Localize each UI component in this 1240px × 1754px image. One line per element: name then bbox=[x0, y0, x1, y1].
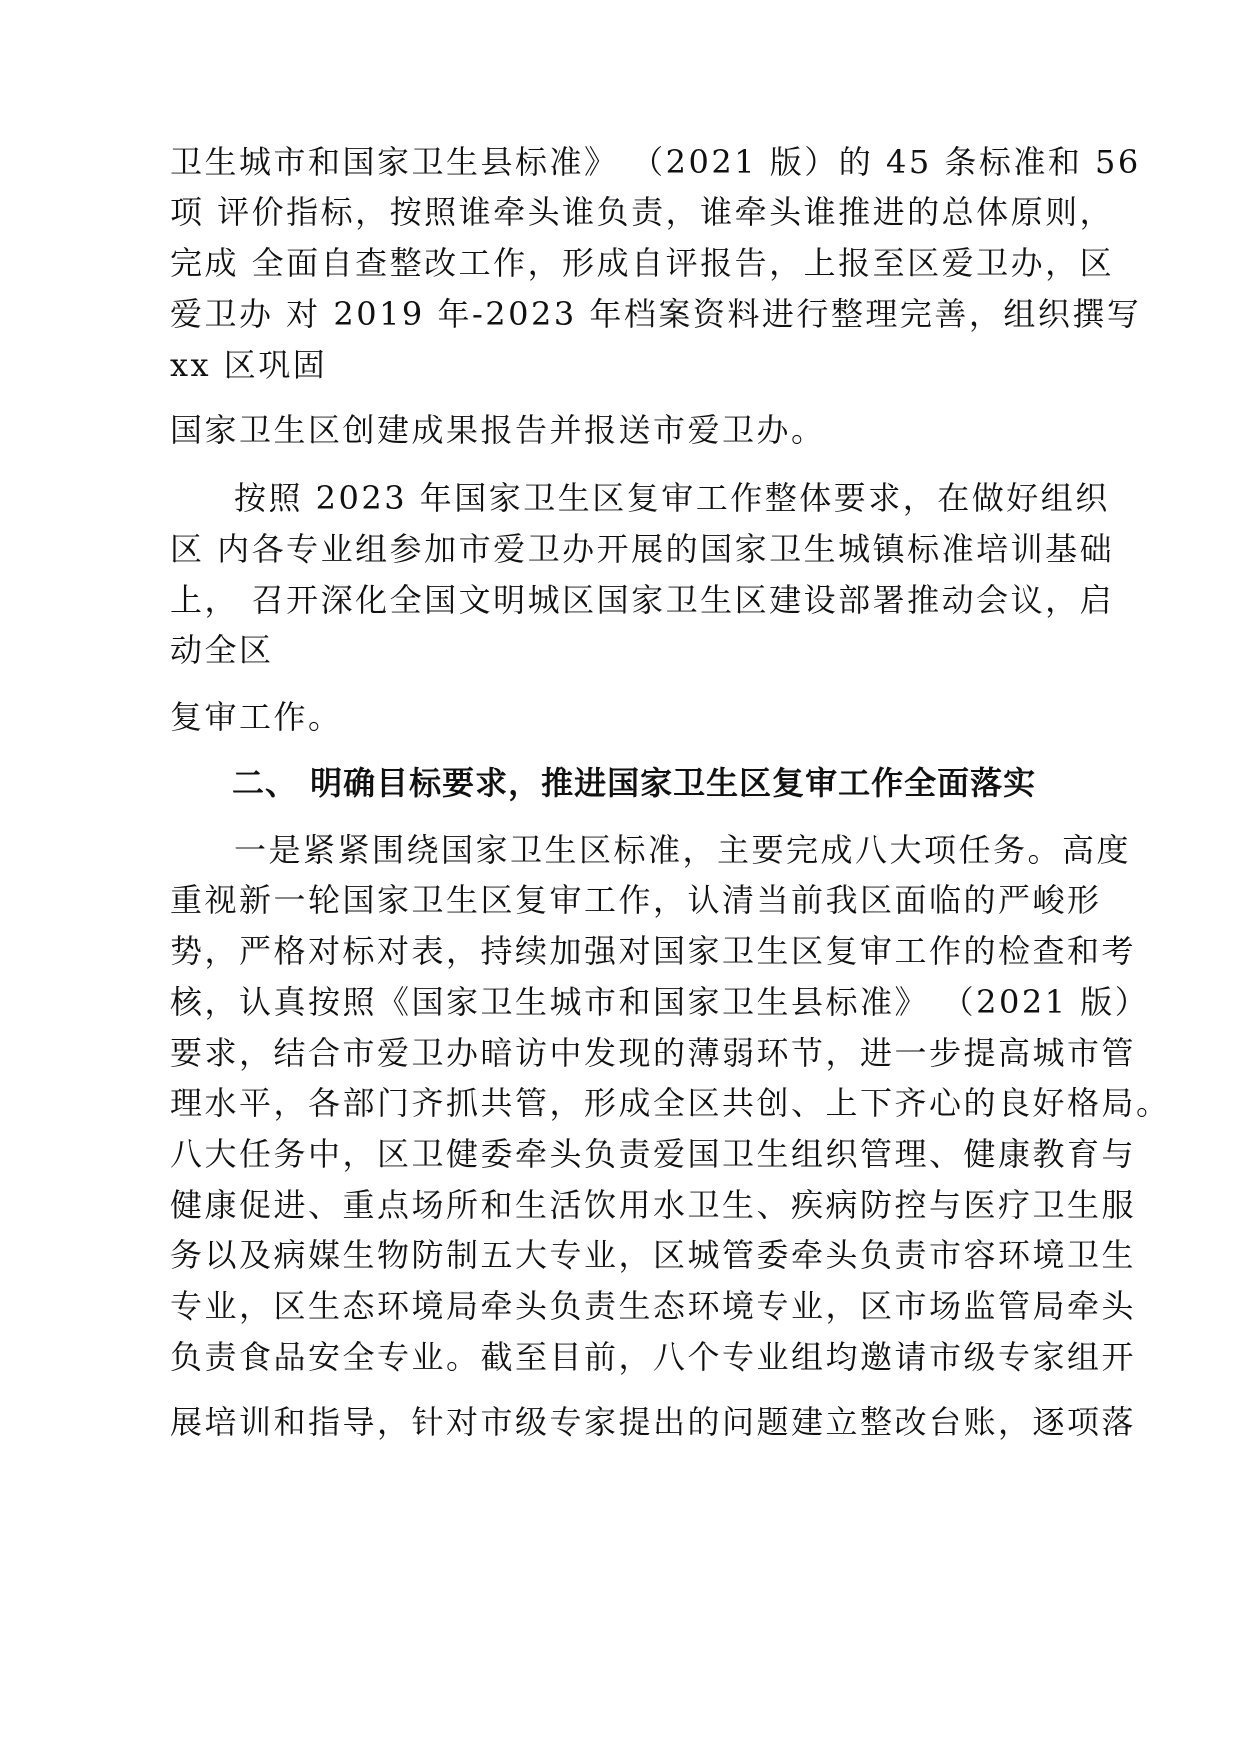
paragraph-3-line-9: 务以及病媒生物防制五大专业，区城管委牵头负责市容环境卫生 bbox=[170, 1236, 1137, 1274]
paragraph-3-line-3: 势，严格对标对表，持续加强对国家卫生区复审工作的检查和考 bbox=[170, 932, 1137, 970]
body-line-1: 卫生城市和国家卫生县标准》 （2021 版）的 45 条标准和 56 bbox=[170, 143, 1141, 181]
paragraph-3-line-10: 专业，区生态环境局牵头负责生态环境专业，区市场监管局牵头 bbox=[170, 1287, 1137, 1325]
paragraph-2-line-4: 动全区 bbox=[170, 631, 274, 669]
paragraph-3-line-8: 健康促进、重点场所和生活饮用水卫生、疾病防控与医疗卫生服 bbox=[170, 1186, 1137, 1224]
paragraph-3-line-4: 核，认真按照《国家卫生城市和国家卫生县标准》 （2021 版） bbox=[170, 983, 1150, 1021]
paragraph-3-line-1: 一是紧紧围绕国家卫生区标准，主要完成八大项任务。高度 bbox=[234, 831, 1132, 869]
body-line-6: 国家卫生区创建成果报告并报送市爱卫办。 bbox=[170, 411, 826, 449]
paragraph-3-line-12: 展培训和指导，针对市级专家提出的问题建立整改台账，逐项落 bbox=[170, 1403, 1137, 1441]
body-line-5: xx 区巩固 bbox=[170, 346, 328, 384]
body-line-3: 完成 全面自查整改工作，形成自评报告，上报至区爱卫办，区 bbox=[170, 244, 1115, 282]
paragraph-2-line-3: 上， 召开深化全国文明城区国家卫生区建设部署推动会议，启 bbox=[170, 581, 1115, 619]
paragraph-2-line-2: 区 内各专业组参加市爱卫办开展的国家卫生城镇标准培训基础 bbox=[170, 530, 1115, 568]
paragraph-3-line-6: 理水平，各部门齐抓共管，形成全区共创、上下齐心的良好格局。 bbox=[170, 1084, 1171, 1122]
paragraph-3-line-11: 负责食品安全专业。截至目前，八个专业组均邀请市级专家组开 bbox=[170, 1338, 1137, 1376]
paragraph-3-line-2: 重视新一轮国家卫生区复审工作，认清当前我区面临的严峻形 bbox=[170, 881, 1102, 919]
paragraph-3-line-7: 八大任务中，区卫健委牵头负责爱国卫生组织管理、健康教育与 bbox=[170, 1135, 1137, 1173]
paragraph-2-line-1: 按照 2023 年国家卫生区复审工作整体要求，在做好组织 bbox=[234, 479, 1110, 517]
section-heading: 二、 明确目标要求，推进国家卫生区复审工作全面落实 bbox=[232, 764, 1037, 802]
body-line-2: 项 评价指标，按照谁牵头谁负责，谁牵头谁推进的总体原则， bbox=[170, 193, 1115, 231]
body-line-4: 爱卫办 对 2019 年-2023 年档案资料进行整理完善，组织撰写 bbox=[170, 295, 1142, 333]
paragraph-2-line-5: 复审工作。 bbox=[170, 698, 343, 736]
paragraph-3-line-5: 要求，结合市爱卫办暗访中发现的薄弱环节，进一步提高城市管 bbox=[170, 1034, 1137, 1072]
